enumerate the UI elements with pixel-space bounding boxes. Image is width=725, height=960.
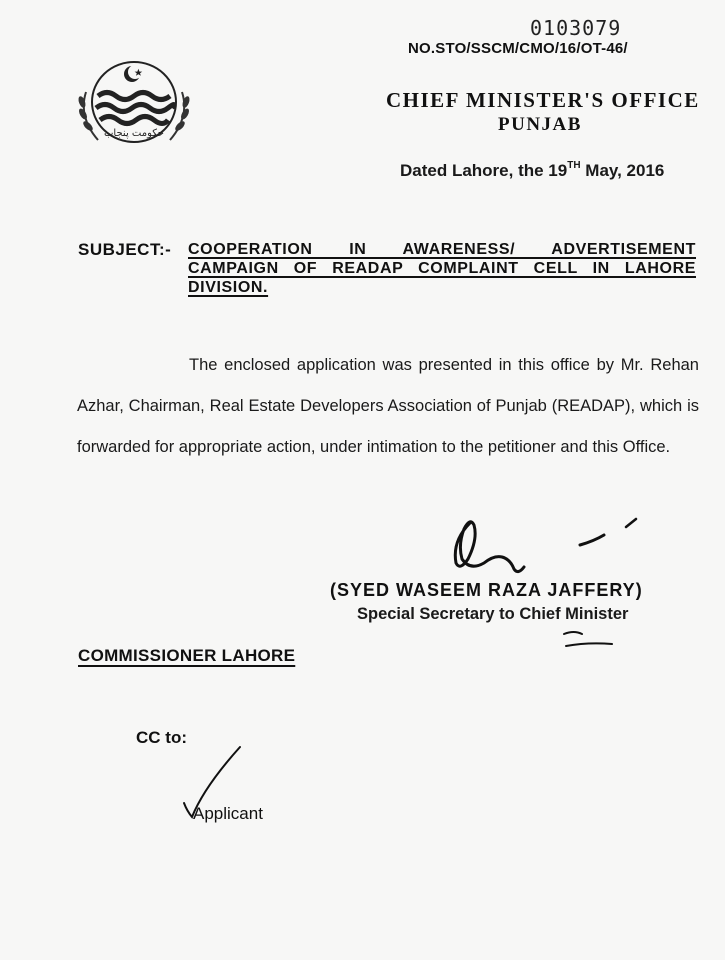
cc-recipient: Applicant	[193, 804, 263, 823]
government-of-punjab-emblem-icon	[70, 52, 210, 152]
signatory-name: (SYED WASEEM RAZA JAFFERY)	[330, 580, 643, 600]
handwritten-signature	[430, 515, 660, 585]
cc-label: CC to:	[136, 728, 187, 747]
subject-label: SUBJECT:-	[78, 240, 172, 259]
body-paragraph: The enclosed application was presented in this office by Mr. Rehan Azhar, Chairman, Real Estate Developers Association of Punjab (READAP), which is forwarded for appropriate action, under intimation to the petitioner and this Office.	[77, 356, 699, 456]
reference-number: NO.STO/SSCM/CMO/16/OT-46/	[408, 40, 628, 57]
subject-text: COOPERATION IN AWARENESS/ ADVERTISEMENT CAMPAIGN OF READAP COMPLAINT CELL IN LAHORE DIVISION.	[188, 241, 696, 296]
office-name: CHIEF MINISTER'S OFFICE	[386, 88, 700, 112]
emblem-text: حکومت پنجاب	[104, 128, 164, 139]
stamp-number: 0103079	[530, 16, 622, 40]
addressee: COMMISSIONER LAHORE	[78, 646, 296, 665]
initials-mark	[560, 628, 620, 652]
letter-date: Dated Lahore, the 19TH May, 2016	[400, 160, 665, 180]
province-name: PUNJAB	[498, 114, 582, 135]
signatory-title: Special Secretary to Chief Minister	[357, 605, 629, 623]
